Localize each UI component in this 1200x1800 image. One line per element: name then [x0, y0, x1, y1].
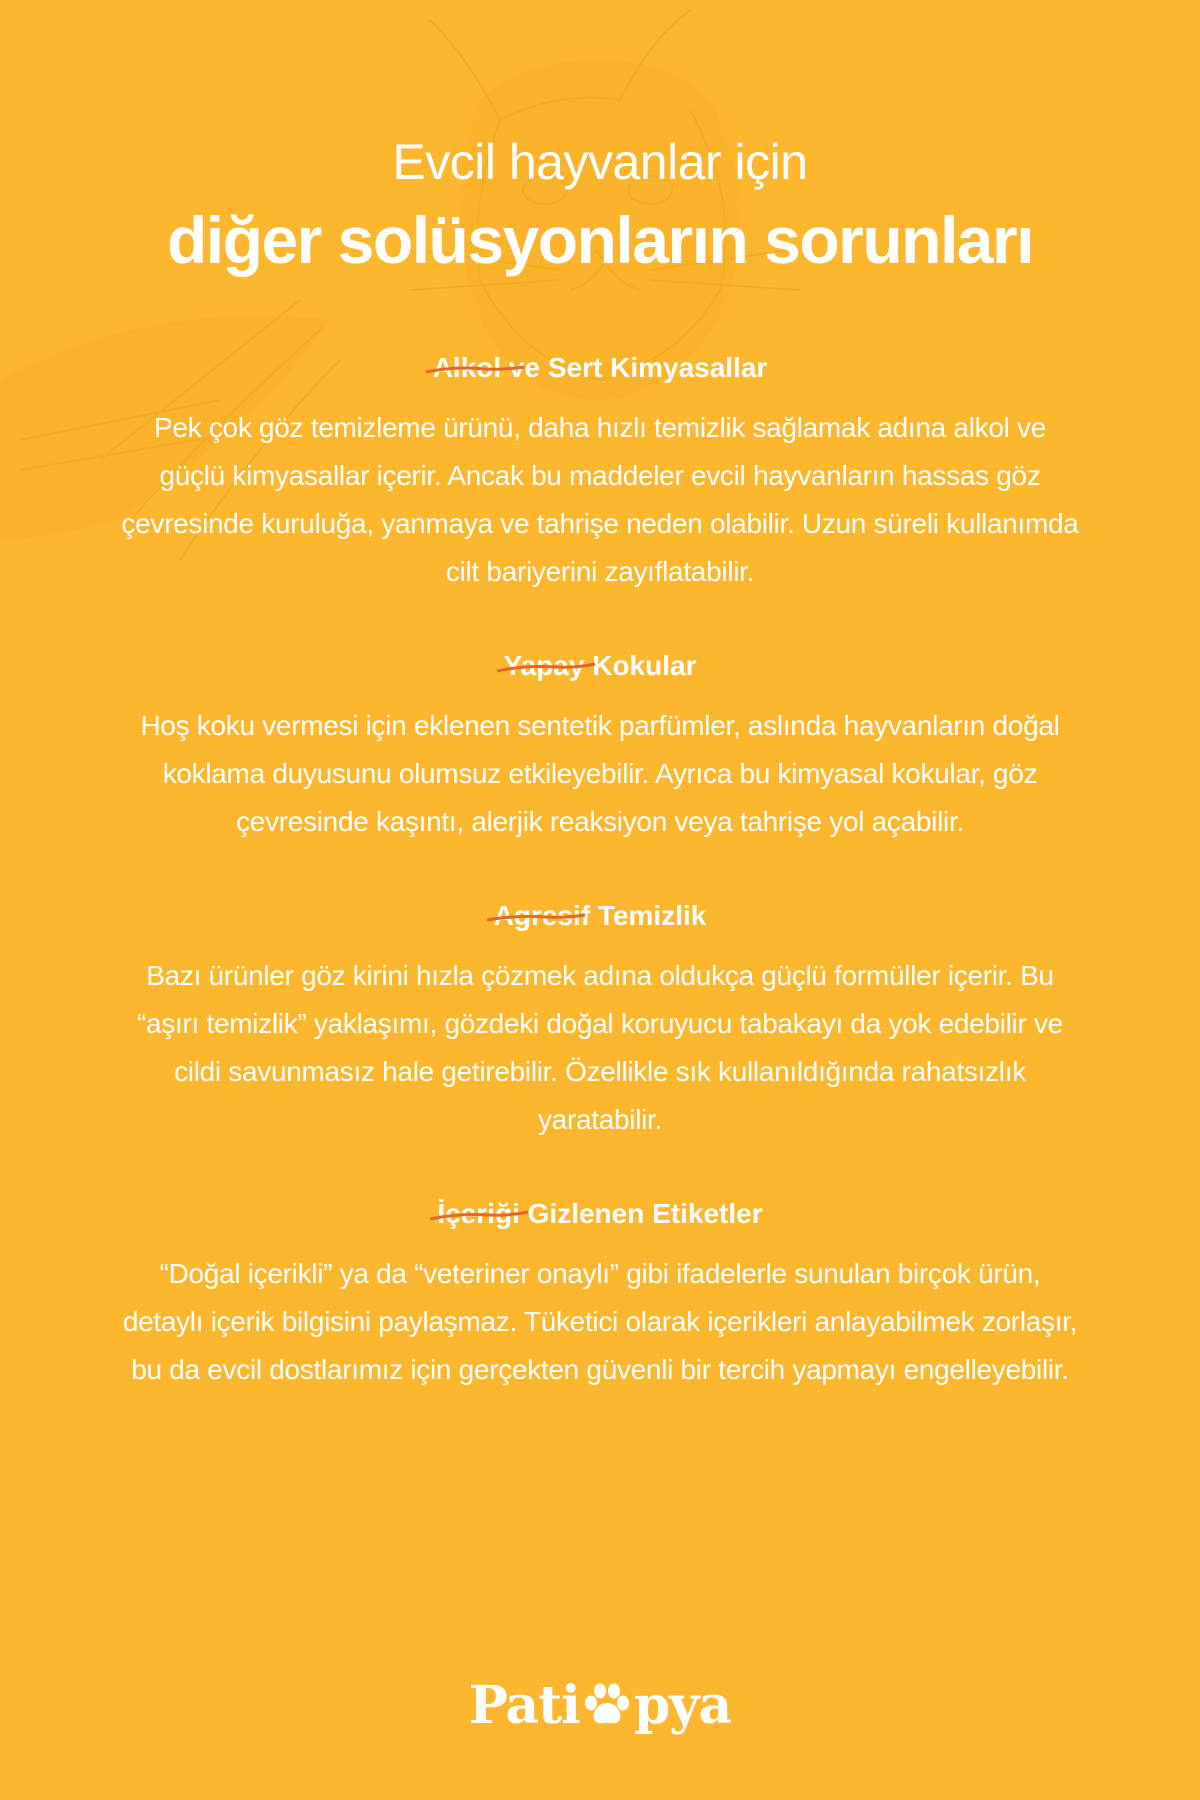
- section-title-text: Yapay Kokular: [503, 650, 697, 681]
- header-title: diğer solüsyonların sorunları: [166, 203, 1034, 277]
- section-alcohol: [120, 350, 1080, 596]
- header-subtitle: Evcil hayvanlar için: [392, 134, 808, 190]
- section-title-text: Agresif Temizlik: [493, 900, 707, 931]
- logo-text-end: pya: [633, 1675, 732, 1736]
- section-text: Pek çok göz temizleme ürünü, daha hızlı temizlik sağlamak adına alkol ve güçlü kimyasallar içerir. Ancak bu maddeler evcil hayvanların hassas göz çevresinde kuruluğa, yanmaya ve tahrişe neden olabilir. Uzun süreli kullanımda cilt bariyerini zayıflatabilir.: [121, 412, 1079, 587]
- section-title: [433, 350, 768, 386]
- section-text: Hoş koku vermesi için eklenen sentetik parfümler, aslında hayvanların doğal koklama duyusunu olumsuz etkileyebilir. Ayrıca bu kimyasal kokular, göz çevresinde kaşıntı, alerjik reaksiyon veya tahrişe yol açabilir.: [140, 710, 1060, 837]
- section-title-text: Alkol ve Sert Kimyasallar: [432, 352, 768, 383]
- section-text: Bazı ürünler göz kirini hızla çözmek adına oldukça güçlü formüller içerir. Bu “aşırı temizlik” yaklaşımı, gözdeki doğal koruyucu tabakayı da yok edebilir ve cildi savunmasız hale getirebilir. Özellikle sık kullanıldığında rahatsızlık yaratabilir.: [137, 960, 1063, 1135]
- section-title-text: İçeriği Gizlenen Etiketler: [437, 1198, 763, 1229]
- header: [0, 130, 1200, 280]
- section-text: “Doğal içerikli” ya da “veteriner onaylı” gibi ifadelerle sunulan birçok ürün, detaylı içerik bilgisini paylaşmaz. Tüketici olarak içerikleri anlayabilmek zorlaşır, bu da evcil dostlarımız için gerçekten güvenli bir tercih yapmayı engelleyebilir.: [122, 1258, 1078, 1385]
- section-title: [437, 1196, 762, 1232]
- section-title: [494, 898, 707, 934]
- problem-sections: [120, 350, 1080, 1446]
- paw-icon: [581, 1681, 633, 1729]
- logo-text-start: Pati: [468, 1675, 580, 1736]
- section-aggressive-cleaning: [120, 898, 1080, 1144]
- brand-logo: [0, 1676, 1200, 1736]
- section-title: [504, 648, 697, 684]
- section-hidden-labels: [120, 1196, 1080, 1394]
- section-fragrances: [120, 648, 1080, 846]
